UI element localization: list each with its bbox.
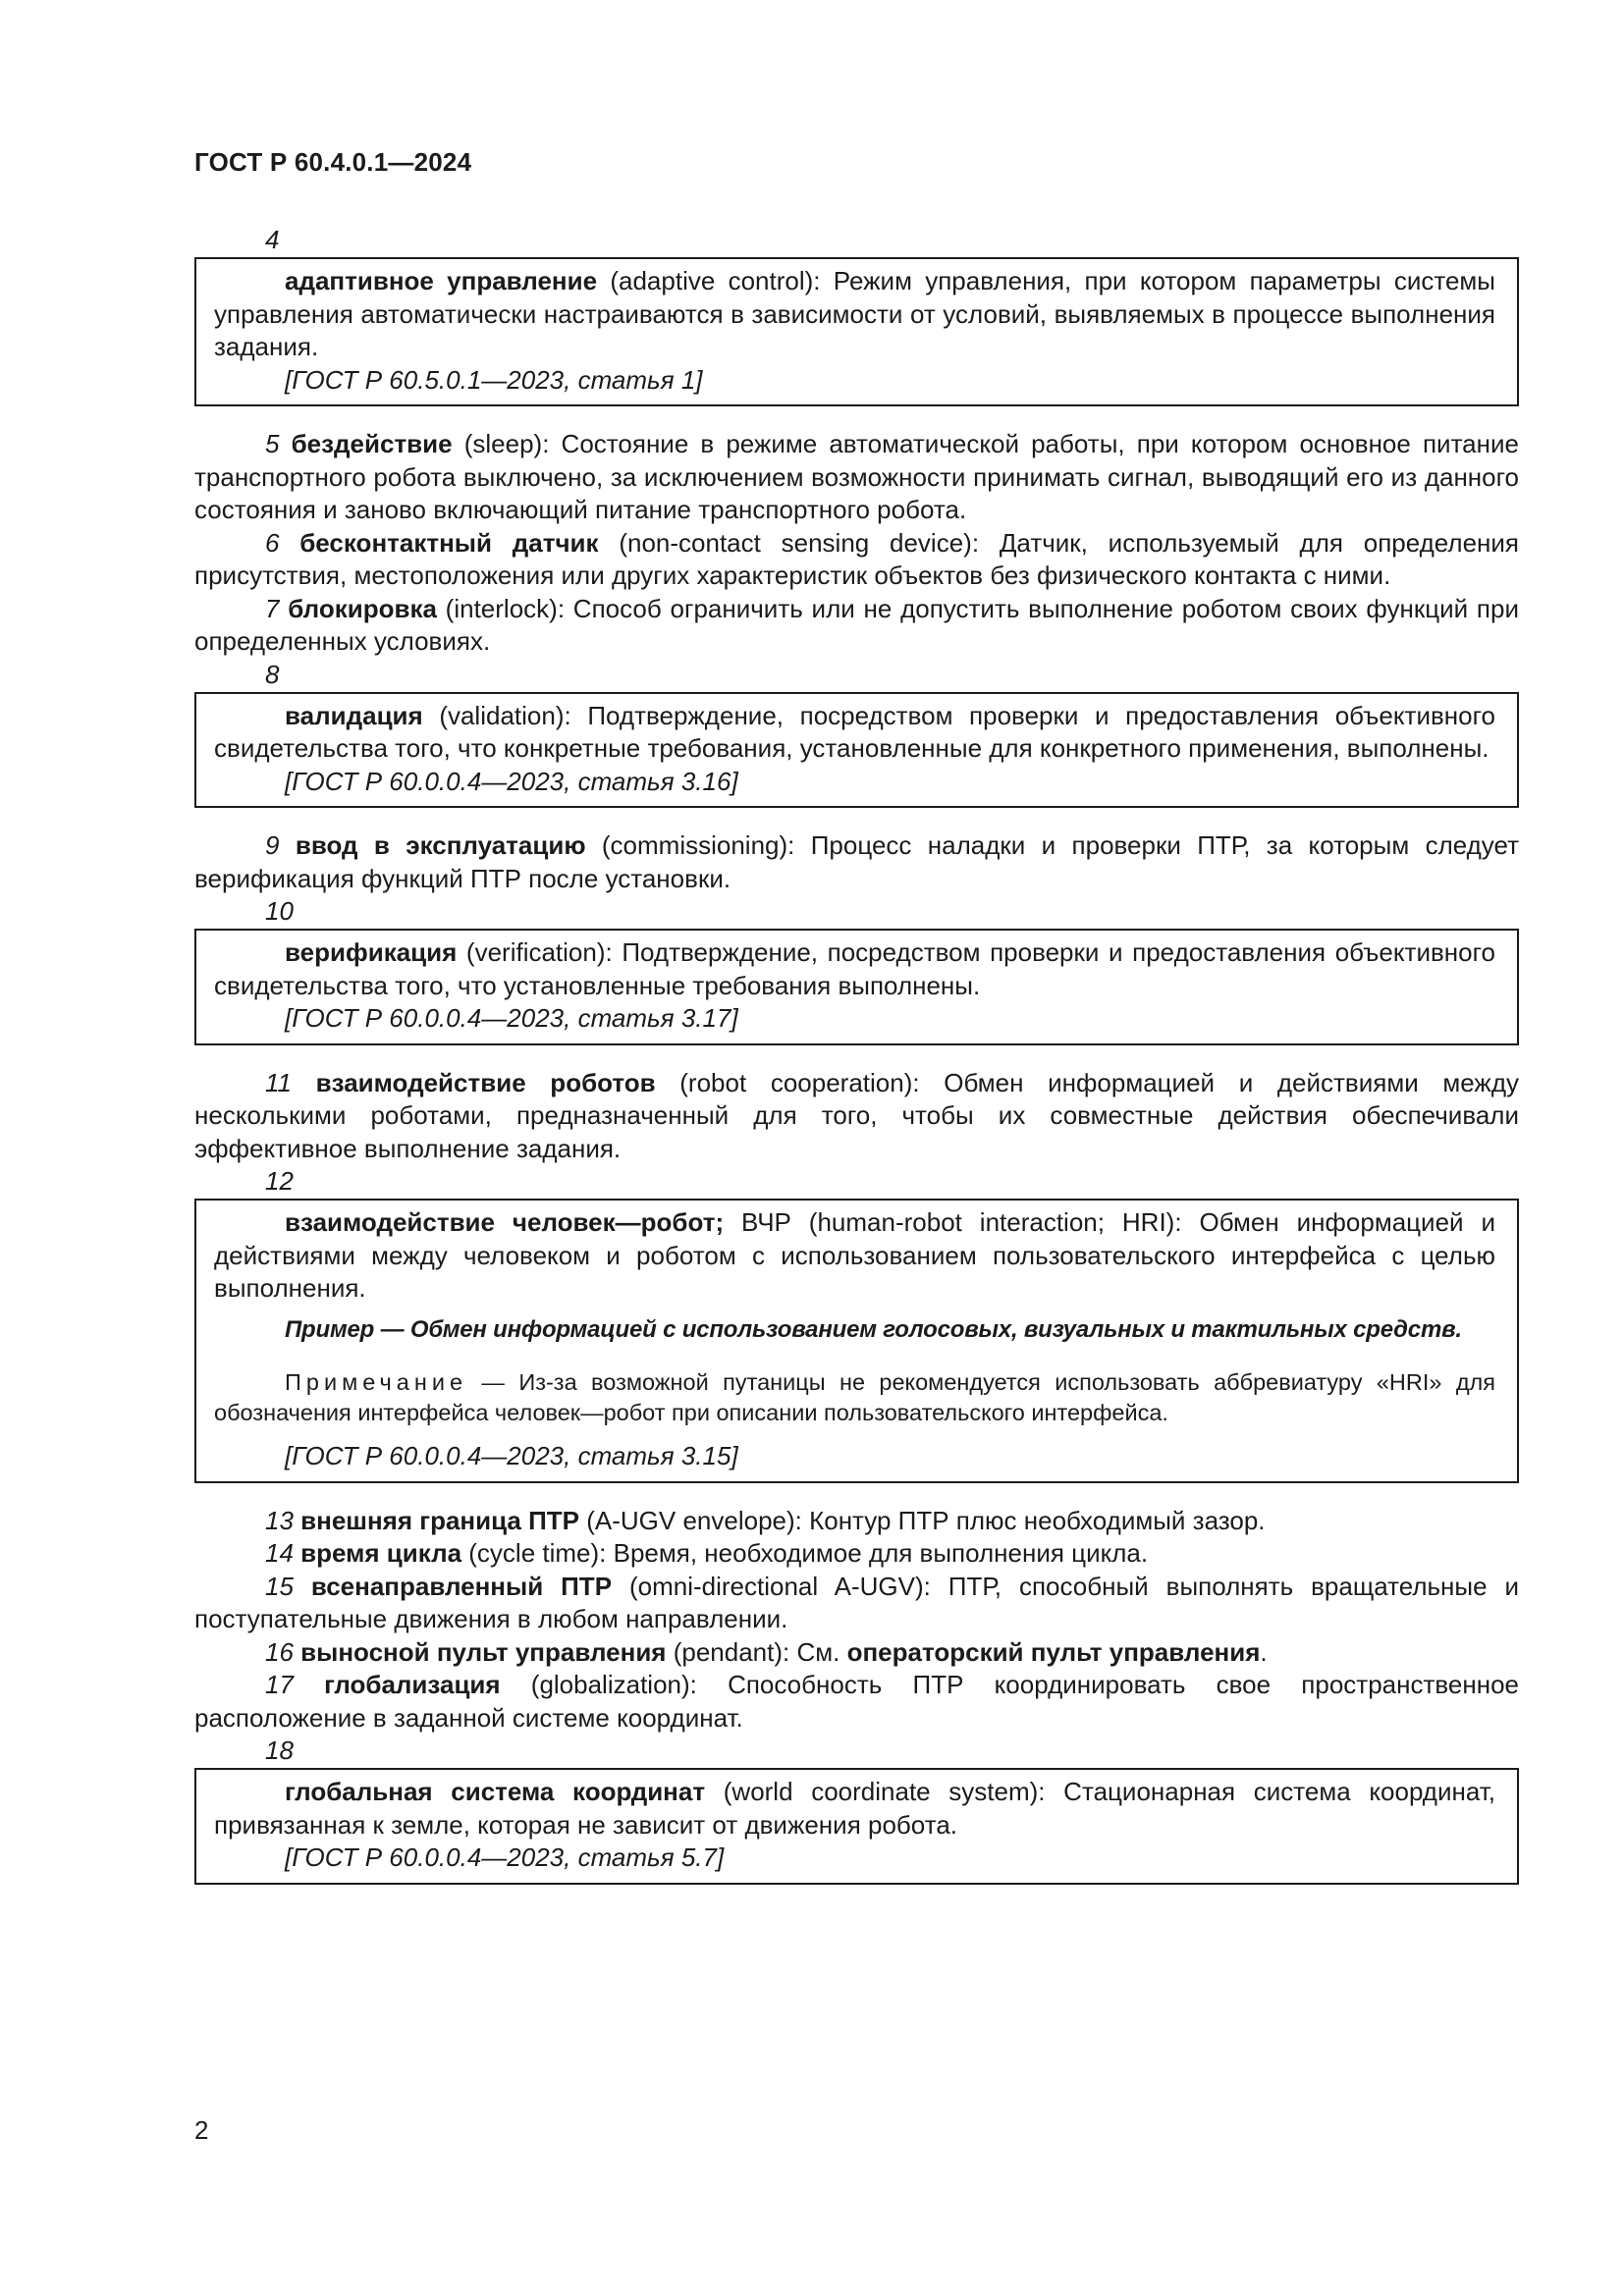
term-number: 8 — [265, 659, 280, 689]
quoted-term-box — [194, 257, 1519, 406]
term-name: адаптивное управление — [285, 266, 598, 295]
term-number: 9 — [265, 830, 280, 860]
term-definition — [194, 593, 1519, 659]
term-number: 6 — [265, 527, 280, 558]
term-number: 5 — [265, 429, 280, 458]
term-name: блокировка — [288, 593, 437, 623]
term-text: (robot cooperation): Обмен информацией и действиями между несколькими роботами, предназначенный для того, чтобы их совместные действия обеспечивали эффективное выполнение задания. — [194, 1067, 1519, 1163]
term-text: (commissioning): Процесс наладки и проверки ПТР, за которым следует верификация функций ПТР после установки. — [194, 830, 1520, 893]
term-example: Пример — Обмен информацией с использованием голосовых, визуальных и тактильных средств. — [285, 1315, 1462, 1343]
quoted-term-box — [194, 929, 1519, 1045]
term-number: 11 — [265, 1067, 292, 1097]
term-definition — [194, 1571, 1519, 1636]
document-header: ГОСТ Р 60.4.0.1—2024 — [194, 147, 472, 177]
term-text: (pendant): См. — [666, 1636, 847, 1667]
quoted-term-box — [194, 1768, 1519, 1885]
term-definition — [214, 936, 1495, 1002]
term-name: глобализация — [324, 1670, 501, 1699]
term-number: 13 — [265, 1505, 294, 1535]
term-name: время цикла — [300, 1538, 462, 1568]
term-text: (world coordinate system): Стационарная система координат, привязанная к земле, которая не зависит от движения робота. — [214, 1777, 1495, 1840]
term-definition — [194, 1636, 1519, 1670]
term-definition — [214, 1206, 1495, 1306]
term-number: 18 — [265, 1735, 294, 1765]
term-text: (interlock): Способ ограничить или не допустить выполнение роботом своих функций при определенных условиях. — [194, 593, 1519, 656]
term-text: (non-contact sensing device): Датчик, используемый для определения присутствия, местоположения или других характеристик объектов без физического контакта с ними. — [194, 527, 1519, 590]
term-definition — [194, 1537, 1519, 1571]
term-reference: [ГОСТ Р 60.0.0.4—2023, статья 3.17] — [285, 1003, 738, 1033]
term-name: бесконтактный датчик — [299, 527, 599, 558]
term-name: ввод в эксплуатацию — [295, 830, 586, 860]
term-text: ВЧР (human-robot interaction; HRI): Обмен информацией и действиями между человеком и роботом с использованием пользовательского интерфейса с целью выполнения. — [214, 1207, 1496, 1303]
term-note — [214, 1367, 1495, 1428]
term-name: глобальная система координат — [285, 1777, 706, 1806]
term-name: выносной пульт управления — [300, 1636, 667, 1667]
term-name: верификация — [285, 937, 458, 967]
term-definition — [194, 527, 1519, 593]
terms-list — [194, 224, 1519, 1906]
note-text: — Из-за возможной путаницы не рекомендуется использовать аббревиатуру «HRI» для обозначения интерфейса человек—робот при описании пользовательского интерфейса. — [214, 1369, 1495, 1425]
term-reference: [ГОСТ Р 60.0.0.4—2023, статья 3.16] — [285, 766, 738, 796]
term-definition — [214, 265, 1495, 364]
term-name: бездействие — [291, 429, 453, 458]
quoted-term-box — [194, 692, 1519, 809]
term-text: (adaptive control): Режим управления, при котором параметры системы управления автоматически настраиваются в зависимости от условий, выявляемых в процессе выполнения задания. — [214, 266, 1495, 361]
term-number: 10 — [265, 896, 294, 926]
term-definition — [214, 700, 1495, 766]
term-text: (globalization): Способность ПТР координировать свое пространственное расположение в заданной системе координат. — [194, 1670, 1519, 1733]
term-text: (A-UGV envelope): Контур ПТР плюс необходимый зазор. — [579, 1505, 1266, 1535]
term-reference: [ГОСТ Р 60.0.0.4—2023, статья 5.7] — [285, 1842, 725, 1872]
term-number: 14 — [265, 1538, 294, 1568]
term-number: 7 — [265, 593, 280, 623]
term-text: (validation): Подтверждение, посредством проверки и предоставления объективного свидетельства того, что конкретные требования, установленные для конкретного применения, выполнены. — [214, 700, 1495, 763]
see-also-term: операторский пульт управления — [846, 1636, 1261, 1667]
term-end: . — [1260, 1636, 1268, 1667]
term-text: (verification): Подтверждение, посредством проверки и предоставления объективного свидетельства того, что установленные требования выполнены. — [214, 937, 1495, 1000]
term-definition — [194, 428, 1519, 527]
term-number: 4 — [265, 225, 280, 254]
term-name: валидация — [285, 700, 423, 730]
term-reference: [ГОСТ Р 60.0.0.4—2023, статья 3.15] — [285, 1441, 738, 1470]
note-label: Примечание — [285, 1369, 468, 1395]
term-name: взаимодействие роботов — [315, 1067, 656, 1097]
page-number: 2 — [194, 2115, 209, 2145]
term-definition — [214, 1776, 1495, 1842]
term-name: всенаправленный ПТР — [310, 1571, 613, 1601]
term-number: 15 — [265, 1571, 294, 1601]
quoted-term-box — [194, 1199, 1519, 1483]
term-definition — [194, 1505, 1519, 1538]
term-definition — [194, 1669, 1519, 1735]
term-definition — [194, 1067, 1519, 1166]
term-text: (omni-directional A-UGV): ПТР, способный выполнять вращательные и поступательные движения в любом направлении. — [194, 1571, 1519, 1633]
term-definition — [194, 829, 1519, 895]
term-text: (sleep): Состояние в режиме автоматической работы, при котором основное питание транспортного робота выключено, за исключением возможности принимать сигнал, выводящий его из данного состояния и заново включающий питание транспортного робота. — [194, 429, 1519, 524]
term-name: внешняя граница ПТР — [300, 1505, 579, 1535]
term-reference: [ГОСТ Р 60.5.0.1—2023, статья 1] — [285, 364, 703, 395]
term-name: взаимодействие человек—робот; — [285, 1207, 725, 1237]
term-text: (cycle time): Время, необходимое для выполнения цикла. — [461, 1538, 1149, 1568]
term-number: 16 — [265, 1636, 294, 1667]
term-number: 17 — [265, 1670, 294, 1699]
term-number: 12 — [265, 1166, 294, 1196]
